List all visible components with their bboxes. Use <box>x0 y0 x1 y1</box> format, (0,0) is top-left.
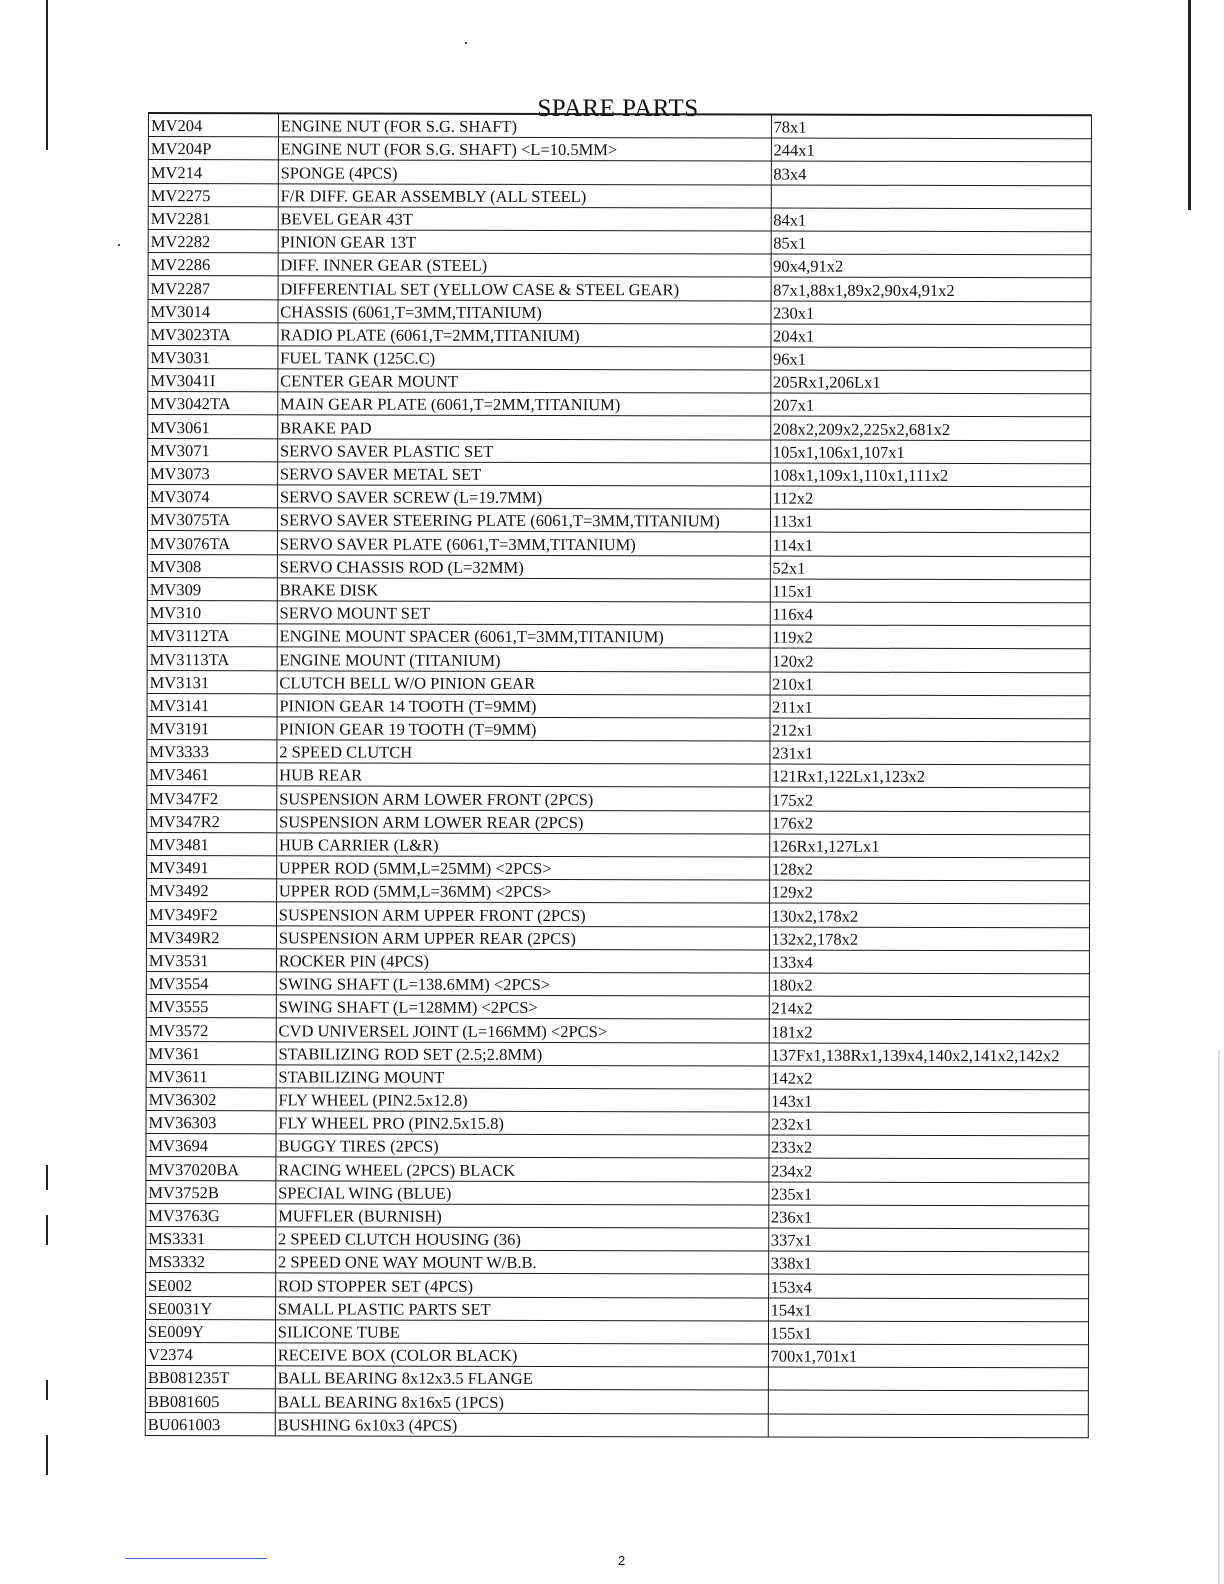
part-reference: 143x1 <box>769 1089 1089 1113</box>
table-row <box>146 1064 1089 1089</box>
table-row <box>146 1273 1089 1298</box>
part-description: CLUTCH BELL W/O PINION GEAR <box>277 670 770 694</box>
part-reference: 108x1,109x1,110x1,111x2 <box>770 463 1090 487</box>
part-code: SE0031Y <box>146 1296 276 1320</box>
table-row <box>147 554 1090 579</box>
part-reference: 78x1 <box>771 115 1091 139</box>
part-reference: 114x1 <box>770 532 1090 556</box>
part-reference: 155x1 <box>768 1321 1088 1345</box>
part-reference: 212x1 <box>770 718 1090 742</box>
part-code: MV2282 <box>148 229 278 253</box>
part-reference: 181x2 <box>769 1019 1089 1043</box>
scan-speck <box>465 42 467 44</box>
table-row <box>146 1296 1089 1321</box>
part-description: ENGINE MOUNT SPACER (6061,T=3MM,TITANIUM) <box>277 624 770 648</box>
part-code: MV308 <box>147 554 277 578</box>
part-code: SE002 <box>146 1273 276 1297</box>
part-code: MV3554 <box>146 971 276 995</box>
part-description: MAIN GEAR PLATE (6061,T=2MM,TITANIUM) <box>278 392 771 416</box>
part-code: MV3611 <box>146 1064 276 1088</box>
part-reference <box>768 1367 1088 1391</box>
table-row <box>145 1342 1088 1367</box>
part-description: HUB REAR <box>277 763 770 787</box>
part-description: HUB CARRIER (L&R) <box>276 833 769 857</box>
part-description: ENGINE MOUNT (TITANIUM) <box>277 647 770 671</box>
part-description: SERVO SAVER SCREW (L=19.7MM) <box>277 485 770 509</box>
part-reference: 142x2 <box>769 1066 1089 1090</box>
part-reference: 132x2,178x2 <box>769 927 1089 951</box>
part-description: SERVO SAVER METAL SET <box>277 462 770 486</box>
scan-speck <box>118 244 120 246</box>
part-reference: 236x1 <box>768 1205 1088 1229</box>
part-description: 2 SPEED CLUTCH HOUSING (36) <box>276 1227 769 1251</box>
part-reference: 128x2 <box>769 857 1089 881</box>
table-row <box>148 276 1091 301</box>
part-reference: 84x1 <box>771 208 1091 232</box>
part-description: FUEL TANK (125C.C) <box>278 346 771 370</box>
table-row <box>147 647 1090 672</box>
part-description: SWING SHAFT (L=128MM) <2PCS> <box>276 995 769 1019</box>
part-description: UPPER ROD (5MM,L=36MM) <2PCS> <box>276 879 769 903</box>
table-row <box>148 345 1091 370</box>
part-description: BEVEL GEAR 43T <box>278 207 771 231</box>
table-row <box>147 716 1090 741</box>
part-reference: 105x1,106x1,107x1 <box>770 440 1090 464</box>
part-description: CENTER GEAR MOUNT <box>278 369 771 393</box>
part-reference: 96x1 <box>770 347 1090 371</box>
part-description: SUSPENSION ARM LOWER FRONT (2PCS) <box>277 786 770 810</box>
table-row <box>146 1134 1089 1159</box>
part-reference: 115x1 <box>770 579 1090 603</box>
table-row <box>147 508 1090 533</box>
table-row <box>148 415 1091 440</box>
part-reference: 234x2 <box>768 1158 1088 1182</box>
part-reference: 130x2,178x2 <box>769 903 1089 927</box>
table-row <box>148 229 1091 254</box>
part-reference: 175x2 <box>769 787 1089 811</box>
part-code: MV3461 <box>147 763 277 787</box>
table-row <box>146 948 1089 973</box>
part-code: MV3113TA <box>147 647 277 671</box>
scan-edge-line <box>46 1380 48 1400</box>
part-reference: 210x1 <box>770 672 1090 696</box>
part-code: MV3071 <box>148 438 278 462</box>
part-code: MV3076TA <box>147 531 277 555</box>
part-code: MV3042TA <box>148 392 278 416</box>
part-reference: 120x2 <box>770 648 1090 672</box>
scan-edge-line <box>46 1165 48 1190</box>
table-row <box>148 461 1091 486</box>
part-description: SPONGE (4PCS) <box>278 160 771 184</box>
parts-table-body <box>145 113 1091 1437</box>
part-reference: 85x1 <box>771 231 1091 255</box>
part-code: BB081235T <box>145 1366 275 1390</box>
part-reference: 153x4 <box>768 1274 1088 1298</box>
table-row <box>147 786 1090 811</box>
part-reference <box>768 1390 1088 1414</box>
part-reference: 119x2 <box>770 625 1090 649</box>
part-code: MV3572 <box>146 1018 276 1042</box>
part-reference: 214x2 <box>769 996 1089 1020</box>
part-description: FLY WHEEL (PIN2.5x12.8) <box>276 1088 769 1112</box>
part-description: MUFFLER (BURNISH) <box>276 1204 769 1228</box>
part-description: DIFF. INNER GEAR (STEEL) <box>278 253 771 277</box>
part-description: PINION GEAR 13T <box>278 230 771 254</box>
table-row <box>146 925 1089 950</box>
part-description: BRAKE PAD <box>277 415 770 439</box>
part-reference: 137Fx1,138Rx1,139x4,140x2,141x2,142x2 <box>769 1043 1089 1067</box>
part-reference: 207x1 <box>770 393 1090 417</box>
part-description: BALL BEARING 8x12x3.5 FLANGE <box>275 1366 768 1390</box>
table-row <box>148 183 1091 208</box>
scan-edge-line <box>46 1435 48 1475</box>
page-title: SPARE PARTS <box>537 94 699 122</box>
part-reference: 154x1 <box>768 1298 1088 1322</box>
part-code: MV3075TA <box>147 508 277 532</box>
part-code: MV3112TA <box>147 624 277 648</box>
part-code: SE009Y <box>145 1319 275 1343</box>
part-description: FLY WHEEL PRO (PIN2.5x15.8) <box>276 1111 769 1135</box>
part-description: ENGINE NUT (FOR S.G. SHAFT) <L=10.5MM> <box>278 137 771 161</box>
part-code: MV3491 <box>147 855 277 879</box>
part-code: MV3014 <box>148 299 278 323</box>
part-description: BRAKE DISK <box>277 578 770 602</box>
table-row <box>146 1203 1089 1228</box>
table-row <box>148 392 1091 417</box>
part-description: CVD UNIVERSEL JOINT (L=166MM) <2PCS> <box>276 1018 769 1042</box>
part-reference: 129x2 <box>769 880 1089 904</box>
part-reference: 700x1,701x1 <box>768 1344 1088 1368</box>
part-description: STABILIZING ROD SET (2.5;2.8MM) <box>276 1041 769 1065</box>
part-reference <box>768 1414 1088 1438</box>
part-reference: 208x2,209x2,225x2,681x2 <box>770 416 1090 440</box>
table-row <box>147 740 1090 765</box>
table-row <box>147 763 1090 788</box>
part-code: MV309 <box>147 577 277 601</box>
part-reference <box>771 185 1091 209</box>
table-row <box>148 160 1091 185</box>
part-code: MV3074 <box>148 485 278 509</box>
table-row <box>145 1319 1088 1344</box>
part-code: MS3331 <box>146 1226 276 1250</box>
part-code: MV3763G <box>146 1203 276 1227</box>
part-code: MV3073 <box>148 461 278 485</box>
part-reference: 116x4 <box>770 602 1090 626</box>
part-description: PINION GEAR 14 TOOTH (T=9MM) <box>277 694 770 718</box>
part-description: SERVO SAVER STEERING PLATE (6061,T=3MM,TITANIUM) <box>277 508 770 532</box>
part-description: CHASSIS (6061,T=3MM,TITANIUM) <box>278 299 771 323</box>
part-code: MV3694 <box>146 1134 276 1158</box>
part-description: SUSPENSION ARM UPPER REAR (2PCS) <box>276 925 769 949</box>
part-reference: 211x1 <box>770 695 1090 719</box>
footer-rule <box>125 1558 267 1559</box>
table-row <box>148 253 1091 278</box>
part-description: 2 SPEED ONE WAY MOUNT W/B.B. <box>275 1250 768 1274</box>
part-reference: 231x1 <box>769 741 1089 765</box>
table-row <box>147 809 1090 834</box>
part-description: BUGGY TIRES (2PCS) <box>276 1134 769 1158</box>
part-reference: 244x1 <box>771 138 1091 162</box>
table-row <box>148 137 1091 162</box>
part-code: MV2286 <box>148 253 278 277</box>
part-code: BU061003 <box>145 1412 275 1436</box>
table-row <box>146 1087 1089 1112</box>
part-code: MV3023TA <box>148 322 278 346</box>
part-code: MV204 <box>148 113 278 137</box>
part-code: MV310 <box>147 600 277 624</box>
part-reference: 83x4 <box>771 161 1091 185</box>
part-code: MV347R2 <box>147 809 277 833</box>
part-description: SWING SHAFT (L=138.6MM) <2PCS> <box>276 972 769 996</box>
table-row <box>147 531 1090 556</box>
part-code: MV349F2 <box>147 902 277 926</box>
part-description: SUSPENSION ARM UPPER FRONT (2PCS) <box>276 902 769 926</box>
part-code: MV3481 <box>147 832 277 856</box>
part-code: MV3333 <box>147 740 277 764</box>
part-code: MV3041I <box>148 369 278 393</box>
part-reference: 90x4,91x2 <box>771 254 1091 278</box>
table-row <box>147 670 1090 695</box>
part-description: BALL BEARING 8x16x5 (1PCS) <box>275 1389 768 1413</box>
part-description: UPPER ROD (5MM,L=25MM) <2PCS> <box>276 856 769 880</box>
table-row <box>148 113 1091 139</box>
part-description: SERVO SAVER PLATE (6061,T=3MM,TITANIUM) <box>277 531 770 555</box>
part-code: MV349R2 <box>146 925 276 949</box>
part-description: 2 SPEED CLUTCH <box>277 740 770 764</box>
scan-edge-line <box>46 0 48 150</box>
part-reference: 112x2 <box>770 486 1090 510</box>
table-row <box>146 1111 1089 1136</box>
part-reference: 230x1 <box>771 301 1091 325</box>
part-reference: 205Rx1,206Lx1 <box>770 370 1090 394</box>
table-row <box>147 832 1090 857</box>
part-description: ENGINE NUT (FOR S.G. SHAFT) <box>278 113 771 138</box>
part-code: MV3131 <box>147 670 277 694</box>
part-description: SERVO SAVER PLASTIC SET <box>277 438 770 462</box>
part-reference: 133x4 <box>769 950 1089 974</box>
part-description: ROCKER PIN (4PCS) <box>276 949 769 973</box>
part-code: MV3492 <box>147 879 277 903</box>
table-row <box>148 322 1091 347</box>
table-row <box>145 1389 1088 1414</box>
part-code: MV2287 <box>148 276 278 300</box>
part-code: MV36302 <box>146 1087 276 1111</box>
part-code: MV3141 <box>147 693 277 717</box>
table-row <box>146 971 1089 996</box>
part-description: RECEIVE BOX (COLOR BLACK) <box>275 1343 768 1367</box>
part-code: MV3555 <box>146 995 276 1019</box>
part-reference: 180x2 <box>769 973 1089 997</box>
part-reference: 176x2 <box>769 811 1089 835</box>
table-row <box>146 1041 1089 1066</box>
table-row <box>148 485 1091 510</box>
part-reference: 232x1 <box>769 1112 1089 1136</box>
table-row <box>147 902 1090 927</box>
part-code: MV3191 <box>147 716 277 740</box>
table-row <box>147 624 1090 649</box>
part-description: DIFFERENTIAL SET (YELLOW CASE & STEEL GEAR) <box>278 276 771 300</box>
part-code: MS3332 <box>146 1250 276 1274</box>
part-description: STABILIZING MOUNT <box>276 1065 769 1089</box>
part-code: MV204P <box>148 137 278 161</box>
part-code: MV214 <box>148 160 278 184</box>
part-reference: 337x1 <box>768 1228 1088 1252</box>
table-row <box>145 1412 1088 1437</box>
part-code: MV361 <box>146 1041 276 1065</box>
table-row <box>147 879 1090 904</box>
part-code: MV2281 <box>148 206 278 230</box>
part-reference: 235x1 <box>768 1182 1088 1206</box>
part-description: SMALL PLASTIC PARTS SET <box>275 1296 768 1320</box>
part-code: MV2275 <box>148 183 278 207</box>
spare-parts-table <box>145 112 1092 1438</box>
part-code: MV3061 <box>148 415 278 439</box>
table-row <box>146 1157 1089 1182</box>
scan-edge-line <box>1218 1050 1220 1584</box>
part-reference: 204x1 <box>770 324 1090 348</box>
part-description: SILICONE TUBE <box>275 1320 768 1344</box>
part-description: SERVO MOUNT SET <box>277 601 770 625</box>
part-reference: 52x1 <box>770 556 1090 580</box>
part-code: BB081605 <box>145 1389 275 1413</box>
part-code: MV3531 <box>146 948 276 972</box>
part-description: RADIO PLATE (6061,T=2MM,TITANIUM) <box>278 323 771 347</box>
table-row <box>146 1180 1089 1205</box>
part-reference: 126Rx1,127Lx1 <box>769 834 1089 858</box>
part-description: BUSHING 6x10x3 (4PCS) <box>275 1412 768 1436</box>
part-reference: 121Rx1,122Lx1,123x2 <box>769 764 1089 788</box>
part-code: MV347F2 <box>147 786 277 810</box>
table-row <box>148 369 1091 394</box>
table-row <box>146 1226 1089 1251</box>
part-code: MV37020BA <box>146 1157 276 1181</box>
part-description: SERVO CHASSIS ROD (L=32MM) <box>277 554 770 578</box>
part-reference: 113x1 <box>770 509 1090 533</box>
table-row <box>146 1250 1089 1275</box>
part-code: MV36303 <box>146 1111 276 1135</box>
table-row <box>147 855 1090 880</box>
page-number: 2 <box>618 1553 626 1568</box>
table-row <box>148 438 1091 463</box>
table-row <box>147 577 1090 602</box>
table-row <box>148 299 1091 324</box>
part-description: PINION GEAR 19 TOOTH (T=9MM) <box>277 717 770 741</box>
table-row <box>146 1018 1089 1043</box>
part-code: MV3031 <box>148 345 278 369</box>
part-code: MV3752B <box>146 1180 276 1204</box>
part-description: ROD STOPPER SET (4PCS) <box>275 1273 768 1297</box>
table-row <box>146 995 1089 1020</box>
table-row <box>145 1366 1088 1391</box>
scan-edge-line <box>46 1215 48 1245</box>
part-description: SPECIAL WING (BLUE) <box>276 1180 769 1204</box>
part-code: V2374 <box>145 1342 275 1366</box>
part-description: SUSPENSION ARM LOWER REAR (2PCS) <box>277 809 770 833</box>
table-row <box>147 600 1090 625</box>
part-description: F/R DIFF. GEAR ASSEMBLY (ALL STEEL) <box>278 183 771 207</box>
table-row <box>148 206 1091 231</box>
part-reference: 233x2 <box>769 1135 1089 1159</box>
part-description: RACING WHEEL (2PCS) BLACK <box>276 1157 769 1181</box>
part-reference: 87x1,88x1,89x2,90x4,91x2 <box>771 277 1091 301</box>
table-row <box>147 693 1090 718</box>
part-reference: 338x1 <box>768 1251 1088 1275</box>
